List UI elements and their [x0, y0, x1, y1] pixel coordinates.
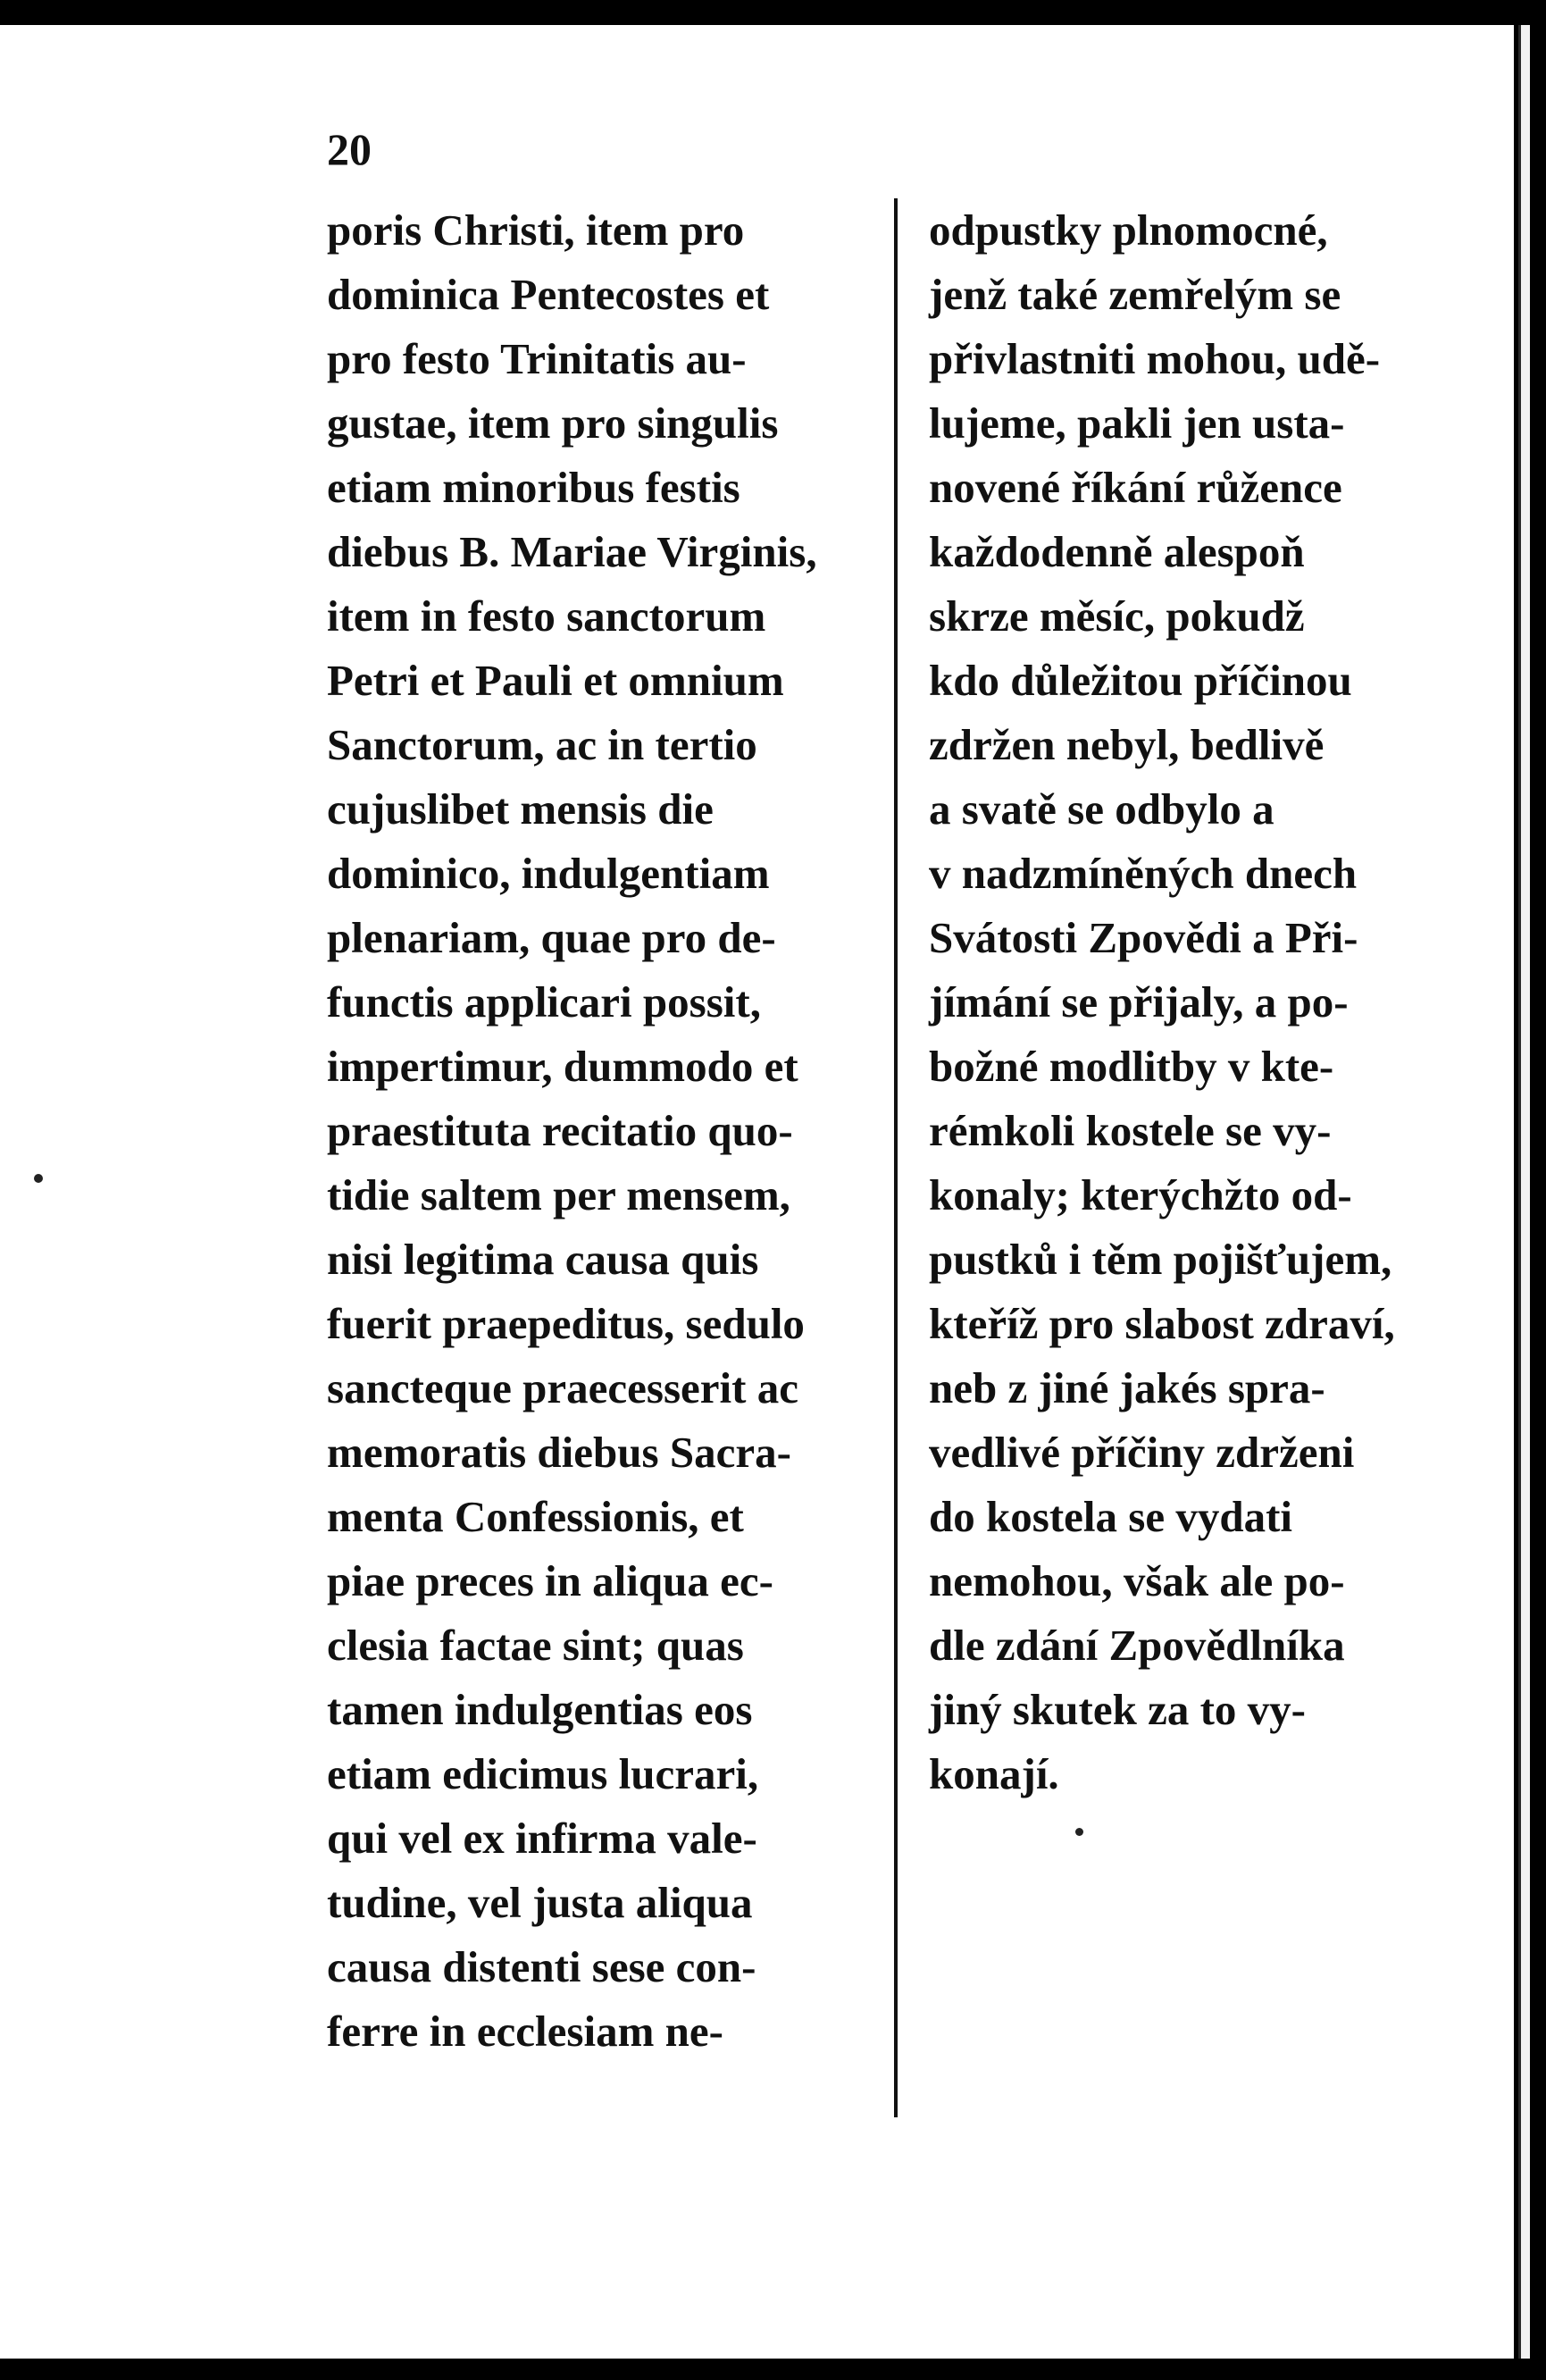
text-line: v nadzmíněných dnech [929, 849, 1358, 898]
text-line: fuerit praepeditus, sedulo [327, 1299, 805, 1348]
text-line: novené říkání růžence [929, 463, 1342, 512]
text-line: qui vel ex infirma vale- [327, 1814, 757, 1863]
text-line: každodenně alespoň [929, 527, 1305, 576]
text-line: skrze měsíc, pokudž [929, 591, 1305, 641]
text-line: Svátosti Zpovědi a Při- [929, 913, 1358, 962]
text-line: etiam minoribus festis [327, 463, 740, 512]
text-line: pro festo Trinitatis au- [327, 334, 747, 383]
page-edge [1518, 25, 1530, 2359]
text-line: plenariam, quae pro de- [327, 913, 776, 962]
text-line: tamen indulgentias eos [327, 1685, 753, 1734]
text-line: nemohou, však ale po- [929, 1556, 1345, 1605]
text-line: kteříž pro slabost zdraví, [929, 1299, 1395, 1348]
text-line: ferre in ecclesiam ne- [327, 2007, 723, 2056]
text-line: nisi legitima causa quis [327, 1235, 759, 1284]
text-line: item in festo sanctorum [327, 591, 766, 641]
text-line: vedlivé příčiny zdrženi [929, 1428, 1355, 1477]
text-line: dominica Pentecostes et [327, 270, 770, 319]
text-line: praestituta recitatio quo- [327, 1106, 793, 1155]
ink-speck [34, 1174, 43, 1183]
text-line: lujeme, pakli jen usta- [929, 398, 1345, 448]
text-line: tidie saltem per mensem, [327, 1170, 790, 1219]
czech-column [929, 198, 1465, 1806]
text-line: functis applicari possit, [327, 977, 761, 1027]
text-line: impertimur, dummodo et [327, 1042, 798, 1091]
text-line: jenž také zemřelým se [929, 270, 1341, 319]
ink-speck [1075, 1828, 1083, 1836]
text-line: přivlastniti mohou, udě- [929, 334, 1381, 383]
text-line: dominico, indulgentiam [327, 849, 770, 898]
scan-frame-top [0, 0, 1546, 25]
text-line: zdržen nebyl, bedlivě [929, 720, 1325, 769]
text-line: konaly; kterýchžto od- [929, 1170, 1352, 1219]
text-line: pustků i těm pojišťujem, [929, 1235, 1392, 1284]
text-line: jímání se přijaly, a po- [929, 977, 1349, 1027]
text-line: Petri et Pauli et omnium [327, 656, 784, 705]
text-line: piae preces in aliqua ec- [327, 1556, 773, 1605]
text-line: božné modlitby v kte- [929, 1042, 1334, 1091]
page-number: 20 [327, 124, 372, 174]
text-line: cujuslibet mensis die [327, 784, 714, 834]
text-line: diebus B. Mariae Virginis, [327, 527, 817, 576]
text-line: gustae, item pro singulis [327, 398, 779, 448]
text-line: menta Confessionis, et [327, 1492, 744, 1541]
text-line: odpustky plnomocné, [929, 205, 1328, 255]
text-line: memoratis diebus Sacra- [327, 1428, 791, 1477]
text-line: causa distenti sese con- [327, 1942, 756, 1991]
text-line: poris Christi, item pro [327, 205, 745, 255]
text-line: etiam edicimus lucrari, [327, 1749, 759, 1798]
text-line: rémkoli kostele se vy- [929, 1106, 1332, 1155]
latin-column [327, 198, 873, 2064]
text-line: Sanctorum, ac in tertio [327, 720, 757, 769]
text-line: tudine, vel justa aliqua [327, 1878, 753, 1927]
text-line: clesia factae sint; quas [327, 1621, 744, 1670]
text-line: neb z jiné jakés spra- [929, 1363, 1325, 1412]
text-line: sancteque praecesserit ac [327, 1363, 798, 1412]
text-line: a svatě se odbylo a [929, 784, 1274, 834]
column-divider [894, 198, 898, 2117]
text-line: dle zdání Zpovědlníka [929, 1621, 1345, 1670]
scan-frame-bottom [0, 2359, 1546, 2380]
text-line: jiný skutek za to vy- [929, 1685, 1306, 1734]
text-line: do kostela se vydati [929, 1492, 1293, 1541]
text-line: kdo důležitou příčinou [929, 656, 1352, 705]
text-line: konají. [929, 1749, 1059, 1798]
